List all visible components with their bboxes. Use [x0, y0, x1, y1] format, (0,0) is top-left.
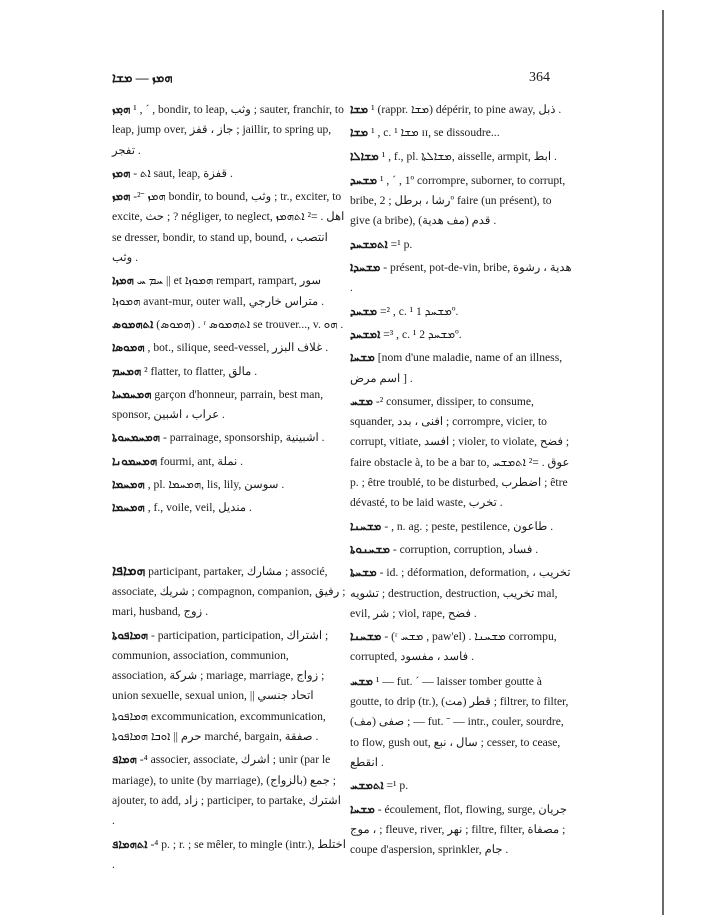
dictionary-entry — [112, 428, 346, 448]
dictionary-entry — [112, 626, 346, 748]
entry-definition: - parrainage, sponsorship, اشبينية . — [162, 431, 325, 445]
entry-headword: ܡܫܚܕܐ — [350, 261, 381, 275]
dictionary-entry — [112, 750, 346, 831]
entry-definition: ¹ , f., pl. ܡܫܐܠܬܐ, aisselle, armpit, ابط . — [381, 149, 557, 163]
entry-headword: ܡܫܚܕ — [350, 173, 378, 187]
entry-headword: ܗܡܚܡܘܢܐ — [112, 454, 158, 468]
entry-headword: ܗܡܙ — [112, 190, 131, 204]
entry-definition: participant, partaker, مشارك ; associé, associate, شريك ; compagnon, companion, رفيق ; mari, husband, زوج . — [112, 564, 346, 619]
entry-headword: ܗܡܙ — [112, 166, 131, 180]
dictionary-entry — [350, 100, 572, 120]
dictionary-entry — [350, 627, 572, 668]
dictionary-entry — [350, 563, 572, 624]
entry-definition: - ܐܬ saut, leap, قفزة . — [133, 166, 233, 180]
entry-headword: ܡܫܐ — [350, 103, 369, 116]
entry-definition: ¹ , ´ , 1º corrompre, suborner, to corrupt, bribe, رشا ، برطل ; 2º faire (un présent), to give (a bribe), قدم (مف هدية) . — [350, 173, 566, 228]
entry-headword: ܗܡܚܡ — [112, 364, 142, 378]
dictionary-entry — [350, 672, 572, 773]
entry-headword: ܡܫܚ — [350, 674, 373, 688]
entry-headword: ܗܡ݂ܙ — [112, 103, 131, 116]
entry-headword: ܗܡܐܦ — [112, 753, 137, 767]
entry-headword: ܐܬܗܡܐܦ — [112, 837, 148, 851]
dictionary-entry — [350, 776, 572, 796]
entry-definition: garçon d'honneur, parrain, best man, sponsor, عراب ، اشبين . — [112, 387, 324, 422]
entry-headword: ܡܫܚ — [350, 394, 373, 408]
entry-definition: ܚܡ ܚ || et ܗܡܘܙܐ rempart, rampart, سور ܗܡܘܙܐ avant-mur, outer wall, متراس خارجي . — [112, 274, 324, 308]
dictionary-entry — [112, 100, 346, 161]
entry-headword: ܗܡܚܡܚܘܬܐ — [112, 431, 161, 445]
entry-definition: , pl. ܗܡܚܡܐ, lis, lily, سوسن . — [147, 478, 285, 492]
entry-definition: - id. ; déformation, deformation, تخريب ، تشويه ; destruction, destruction, تخريب mal, evil, شر ; viol, rape, فضح . — [350, 566, 571, 620]
entry-headword: ܗܡܐܦܐ — [112, 563, 146, 579]
running-head: ܗܡܙ — ܡܫܐ — [112, 70, 173, 85]
entry-definition: ¹ , ´ , bondir, to leap, وثب ; sauter, franchir, to leap, jump over, جاز ، قفز ; jaillir, to spring up, تفجر . — [112, 103, 344, 157]
dictionary-entry — [112, 362, 346, 382]
entry-headword: ܐܬܡܫܚ — [350, 779, 384, 793]
entry-headword: ܡܫܐ — [350, 126, 369, 140]
entry-headword: ܗܡܐܦܘܬܐ — [112, 628, 149, 642]
entry-definition: - corruption, corruption, فساد . — [392, 542, 539, 556]
entry-definition: - écoulement, flot, flowing, surge, جريان ، موج ; fleuve, river, نهر ; filtre, filter, مصفاة ; coupe d'aspersion, sprinkler, جام . — [350, 802, 568, 857]
entry-headword: ܐܬܡܫܚܕ — [350, 237, 388, 251]
entry-headword: ܡܫܚܢܐ — [350, 630, 382, 644]
entry-definition: ² flatter, to flatter, مالق . — [144, 364, 258, 378]
entry-headword: ܗܡܚܡܐ — [112, 501, 145, 515]
dictionary-entry — [112, 562, 346, 623]
entry-headword: ܗܡܘܣܐ — [112, 341, 145, 355]
page-edge-line — [662, 10, 664, 915]
entry-headword: ܡܫܚܐ — [350, 802, 375, 816]
entry-definition: -²ˉ ܗܡܙ bondir, to bound, وثب ; tr., exciter, to excite, حث ; ? négliger, to neglect, اهل . =² ܐܬܗܡܙ se dresser, bondir, to stand up, bound, انتصب ، وثب . — [112, 190, 345, 265]
entry-definition: - participation, participation, اشتراك ; communion, association, communion, association, شركة ; mariage, marriage, زواج ; union sexuelle, sexual union, اتحاد جنسي || ܗܡܐܦܘܬܐ excommunication, excommunication, حرم || ܐܘܒܐ ܗܡܐܦܘܬܐ marché, bargain, صفقة . — [112, 628, 329, 744]
dictionary-entry — [350, 235, 572, 255]
dictionary-entry — [350, 147, 572, 167]
entry-headword: ܗܡܙܐ — [112, 274, 134, 288]
dictionary-entry — [350, 123, 572, 143]
entry-headword: ܐܬܗܡܘܣ — [112, 317, 154, 331]
entry-headword: ܡܫܚܬܐ — [350, 566, 377, 580]
dictionary-entry — [112, 164, 346, 184]
entry-headword: ܡܫܚܕ — [350, 304, 378, 318]
entry-definition: (ܗܡܘܣ) . ʳ ܐܬܗܡܘܣ se trouver..., v. ܗܘ . — [156, 317, 344, 331]
dictionary-entry — [112, 338, 346, 358]
right-column — [350, 100, 572, 863]
entry-headword: ܡܫܚܢܐ — [350, 519, 382, 533]
dictionary-entry — [350, 517, 572, 537]
dictionary-entry — [350, 325, 572, 345]
dictionary-entry — [112, 385, 346, 426]
entry-headword: ܡܫܐܠܐ — [350, 149, 379, 163]
entry-definition: ¹ — fut. ´ — laisser tomber goutte à goutte, to drip (tr.), قطر (مت) ; filtrer, to filter, صفى (مف) ; — fut. ˉ — intr., couler, sourdre, to flow, gush out, سال ، نبع ; cesser, to cease, انقطع . — [350, 674, 569, 769]
dictionary-entry — [112, 475, 346, 495]
page-number: 364 — [529, 70, 550, 85]
entry-definition: -⁴ associer, associate, اشرك ; unir (par le mariage), to unite (by marriage), جمع (بالزواج) ; ajouter, to add, زاد ; participer, to partake, اشترك . — [112, 753, 341, 828]
dictionary-entry — [350, 348, 572, 389]
dictionary-entry — [350, 392, 572, 514]
entry-definition: =² , c. ¹ ܡܫܚܕ 1º. — [380, 304, 459, 318]
entry-definition: =³ , c. ¹ ܡܫܚܕ 2º. — [383, 327, 462, 341]
entry-definition: =¹ p. — [386, 779, 409, 793]
dictionary-entry — [112, 187, 346, 268]
entry-headword: ܡܫܚܢܘܬܐ — [350, 542, 390, 556]
entry-definition: -⁴ p. ; r. ; se mêler, to mingle (intr.), اختلط . — [112, 837, 346, 871]
dictionary-entry — [350, 171, 572, 232]
entry-definition: , bot., silique, seed-vessel, غلاف البزر . — [147, 341, 329, 355]
dictionary-entry — [350, 302, 572, 322]
entry-definition: =¹ p. — [390, 237, 413, 251]
entry-headword: ܡܫܚܐ — [350, 351, 375, 365]
entry-headword: ܗܡܚܡܚܐ — [112, 387, 152, 401]
entry-definition: -² consumer, dissiper, to consume, squander, افنى ، بدد ; corrompre, vicier, to corrupt, vitiate, افسد ; violer, to violate, فضح ; faire obstacle à, to be a bar to, عوق . =² ܐܬܡܫܚ p. ; être troublé, to be disturbed, اضطرب ; être dévasté, to be laid waste, تخرب . — [350, 394, 570, 510]
entry-definition: - présent, pot-de-vin, bribe, هدية ، رشوة . — [350, 261, 572, 295]
dictionary-entry — [112, 452, 346, 472]
dictionary-entry — [112, 498, 346, 518]
entry-definition: ¹ , c. ¹ ܡܫܐ ɪɪ, se dissoudre... — [371, 126, 500, 140]
dictionary-entry — [112, 835, 346, 876]
entry-definition: - , n. ag. ; peste, pestilence, طاعون . — [384, 519, 554, 533]
entry-definition: ¹ (rappr. ܡܫܐ) dépérir, to pine away, ذبل . — [371, 103, 562, 116]
dictionary-entry — [350, 540, 572, 560]
dictionary-entry — [112, 315, 346, 335]
left-column — [112, 100, 346, 878]
entry-headword: ܗܡܚܡܐ — [112, 478, 145, 492]
entry-headword: ܐܡܫܚܕ — [350, 327, 381, 341]
dictionary-entry — [350, 800, 572, 861]
dictionary-entry — [112, 271, 346, 312]
dictionary-entry — [350, 258, 572, 299]
entry-definition: - (ʳ ܡܫܚ , paw'el) . ܡܫܚܢܐ corrompu, corrupted, فاسد ، مفسود . — [350, 630, 557, 664]
entry-definition: fourmi, ant, نملة . — [159, 454, 244, 468]
entry-definition: [nom d'une maladie, name of an illness, اسم مرض ] . — [350, 351, 563, 385]
entry-definition: , f., voile, veil, منديل . — [147, 501, 252, 515]
